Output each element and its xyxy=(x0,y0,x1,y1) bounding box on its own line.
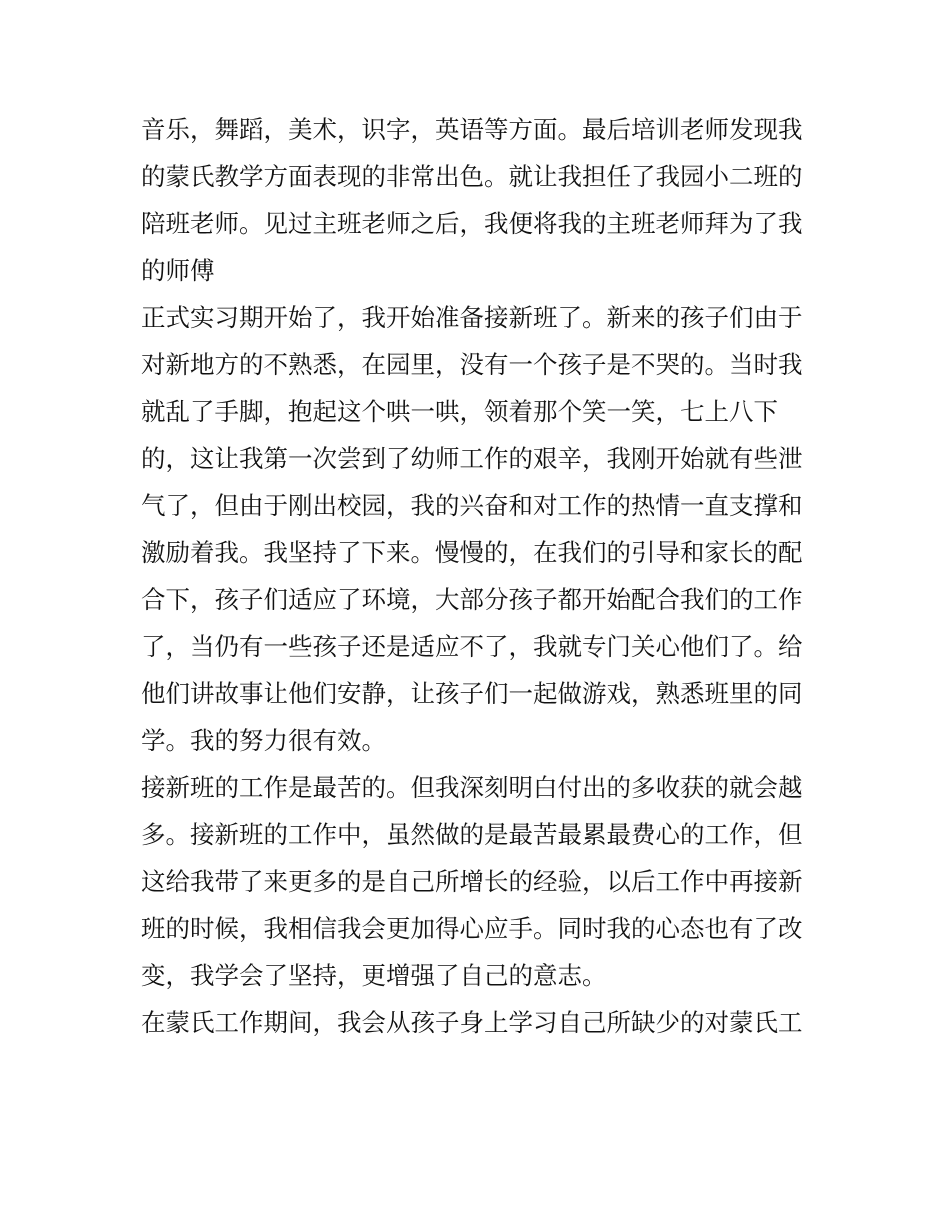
text-line: 多。接新班的工作中，虽然做的是最苦最累最费心的工作，但 xyxy=(141,820,803,849)
document-body xyxy=(141,106,821,1046)
text-line: 学。我的努力很有效。 xyxy=(141,726,386,755)
text-line: 班的时候，我相信我会更加得心应手。同时我的心态也有了改 xyxy=(141,914,803,943)
text-line: 合下，孩子们适应了环境，大部分孩子都开始配合我们的工作 xyxy=(141,585,803,614)
text-line: 的师傅 xyxy=(141,256,215,285)
text-line: 的蒙氏教学方面表现的非常出色。就让我担任了我园小二班的 xyxy=(141,162,803,191)
text-line: 的，这让我第一次尝到了幼师工作的艰辛，我刚开始就有些泄 xyxy=(141,444,803,473)
text-line: 激励着我。我坚持了下来。慢慢的，在我们的引导和家长的配 xyxy=(141,538,803,567)
text-line: 就乱了手脚，抱起这个哄一哄，领着那个笑一笑，七上八下 xyxy=(141,397,778,426)
text-line: 正式实习期开始了，我开始准备接新班了。新来的孩子们由于 xyxy=(141,303,803,332)
text-line: 接新班的工作是最苦的。但我深刻明白付出的多收获的就会越 xyxy=(141,773,803,802)
text-line: 音乐，舞蹈，美术，识字，英语等方面。最后培训老师发现我 xyxy=(141,115,803,144)
text-line: 了，当仍有一些孩子还是适应不了，我就专门关心他们了。给 xyxy=(141,632,803,661)
text-line: 陪班老师。见过主班老师之后，我便将我的主班老师拜为了我 xyxy=(141,209,803,238)
text-line: 气了，但由于刚出校园，我的兴奋和对工作的热情一直支撑和 xyxy=(141,491,803,520)
text-line: 对新地方的不熟悉，在园里，没有一个孩子是不哭的。当时我 xyxy=(141,350,803,379)
text-line: 变，我学会了坚持，更增强了自己的意志。 xyxy=(141,961,607,990)
text-line: 他们讲故事让他们安静，让孩子们一起做游戏，熟悉班里的同 xyxy=(141,679,803,708)
text-line: 这给我带了来更多的是自己所增长的经验，以后工作中再接新 xyxy=(141,867,803,896)
text-line: 在蒙氏工作期间，我会从孩子身上学习自己所缺少的对蒙氏工 xyxy=(141,1008,803,1037)
